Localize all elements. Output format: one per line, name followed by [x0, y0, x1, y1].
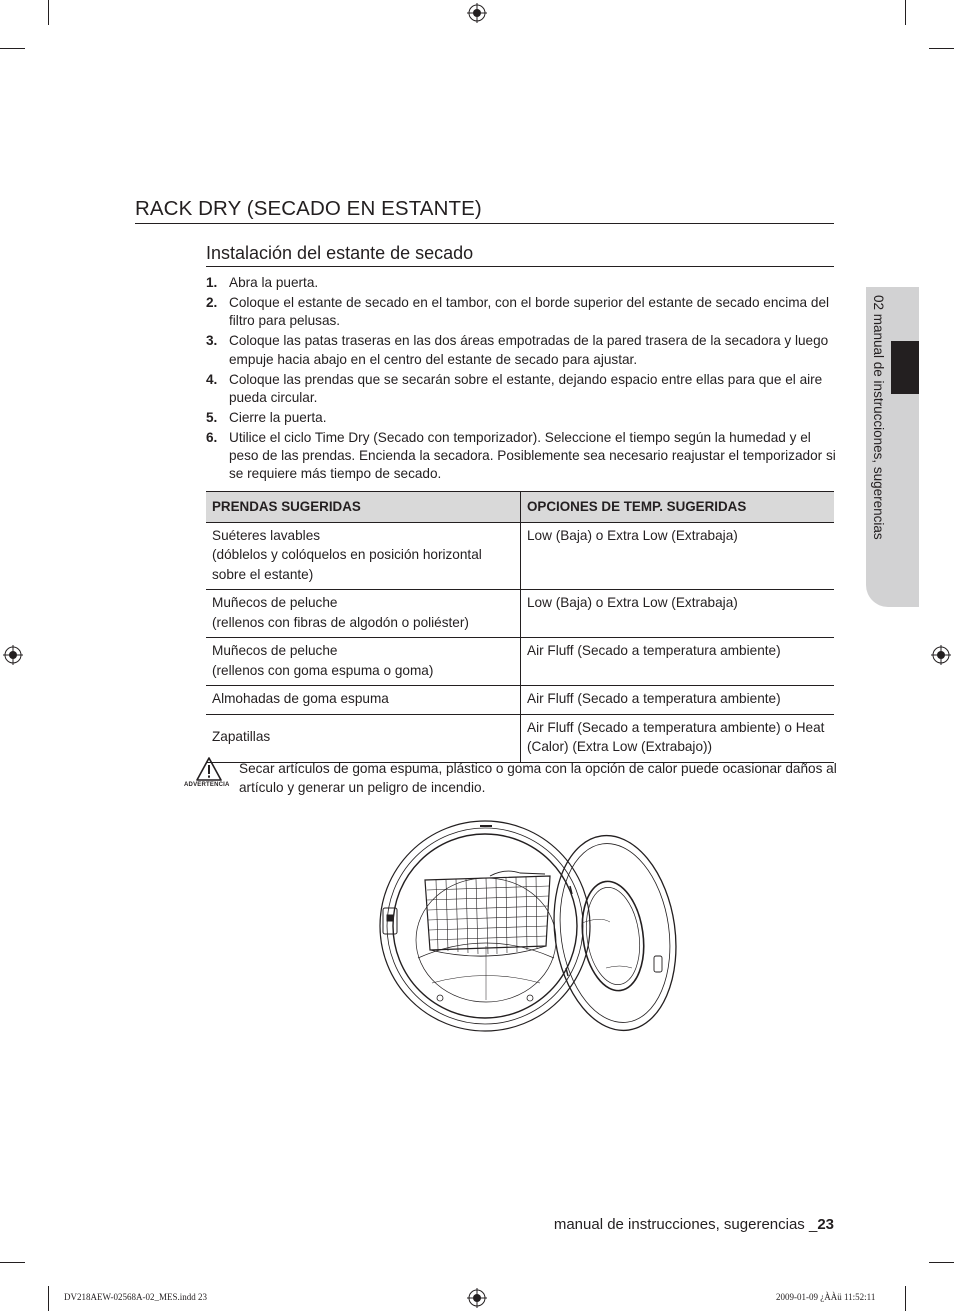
step-item	[206, 294, 836, 331]
crop-mark	[48, 0, 49, 25]
option-cell: Air Fluff (Secado a temperatura ambiente) o Heat (Calor) (Extra Low (Extrabajo))	[521, 714, 835, 762]
page-footer	[470, 1216, 834, 1233]
item-name: Zapatillas	[212, 729, 271, 745]
item-cell	[206, 590, 521, 638]
registration-mark-icon	[3, 645, 23, 665]
option-cell: Air Fluff (Secado a temperatura ambiente)	[521, 638, 835, 686]
item-cell	[206, 714, 521, 762]
registration-mark-icon	[467, 1288, 487, 1308]
step-number: 1.	[206, 275, 218, 290]
item-name: Muñecos de peluche	[212, 643, 338, 658]
subsection-title: Instalación del estante de secado	[206, 242, 834, 267]
step-number: 2.	[206, 294, 218, 310]
step-text: Cierre la puerta.	[229, 409, 327, 425]
step-number: 6.	[206, 429, 218, 445]
option-cell: Air Fluff (Secado a temperatura ambiente)	[521, 686, 835, 715]
step-number: 4.	[206, 371, 218, 387]
item-name: Almohadas de goma espuma	[212, 691, 389, 706]
crop-mark	[929, 48, 954, 49]
print-slug-file: DV218AEW-02568A-02_MES.indd 23	[64, 1292, 207, 1302]
step-item	[206, 332, 836, 369]
step-item	[206, 274, 836, 292]
item-note: (rellenos con fibras de algodón o poliéster)	[212, 614, 469, 630]
chapter-side-label: 02 manual de instrucciones, sugerencias	[871, 295, 886, 540]
crop-mark	[929, 1262, 954, 1263]
dryer-drum-rack-illustration	[370, 818, 680, 1053]
section-title: RACK DRY (SECADO EN ESTANTE)	[135, 196, 834, 224]
option-cell: Low (Baja) o Extra Low (Extrabaja)	[521, 590, 835, 638]
table-header-row	[206, 492, 834, 523]
step-text: Coloque las patas traseras en las dos áreas empotradas de la pared trasera de la secadora y luego empuje hacia abajo en el centro del estante de secado para ajustar.	[229, 333, 829, 367]
table-row	[206, 638, 834, 686]
step-item	[206, 429, 836, 484]
page-number: 23	[817, 1216, 834, 1233]
table-row	[206, 522, 834, 590]
step-text: Coloque el estante de secado en el tambor, con el borde superior del estante de secado encima del filtro para pelusas.	[229, 294, 830, 329]
chapter-tab-marker	[891, 341, 919, 394]
table-row	[206, 686, 834, 715]
crop-mark	[0, 1262, 25, 1263]
print-slug-date: 2009-01-09 ¿ÀÀü 11:52:11	[776, 1292, 876, 1302]
step-text: Coloque las prendas que se secarán sobre el estante, dejando espacio entre ellas para que el aire pueda circular.	[229, 371, 823, 405]
item-note: (rellenos con goma espuma o goma)	[212, 662, 434, 678]
option-cell: Low (Baja) o Extra Low (Extrabaja)	[521, 522, 835, 590]
step-item	[206, 409, 836, 427]
warning-label: ADVERTENCIA	[184, 782, 230, 788]
item-cell	[206, 522, 521, 590]
footer-text: manual de instrucciones, sugerencias _	[553, 1216, 818, 1233]
item-cell	[206, 686, 521, 715]
item-name: Muñecos de peluche	[212, 595, 338, 610]
crop-mark	[905, 0, 906, 25]
step-text: Abra la puerta.	[229, 275, 319, 290]
step-item	[206, 371, 836, 408]
installation-steps	[206, 274, 836, 485]
crop-mark	[0, 48, 25, 49]
crop-mark	[905, 1286, 906, 1311]
warning-text: Secar artículos de goma espuma, plástico o goma con la opción de calor puede ocasionar daños al artículo y generar un peligro de incendio.	[239, 761, 837, 795]
crop-mark	[48, 1286, 49, 1311]
table-row	[206, 590, 834, 638]
suggested-items-table	[206, 491, 834, 763]
item-cell	[206, 638, 521, 686]
column-header: PRENDAS SUGERIDAS	[206, 492, 521, 523]
step-number: 3.	[206, 333, 218, 349]
registration-mark-icon	[467, 3, 487, 23]
item-name: Suéteres lavables	[212, 527, 321, 543]
table-row	[206, 714, 834, 762]
registration-mark-icon	[931, 645, 951, 665]
step-text: Utilice el ciclo Time Dry (Secado con temporizador). Seleccione el tiempo según la humedad y el peso de las prendas. Encienda la secadora. Posiblemente sea necesario reajustar el temporizador si se requiere más tiempo de secado.	[229, 429, 836, 482]
column-header: OPCIONES DE TEMP. SUGERIDAS	[521, 492, 835, 523]
item-note: (dóblelos y colóquelos en posición horizontal sobre el estante)	[212, 547, 482, 582]
warning-triangle-icon	[196, 757, 222, 781]
step-number: 5.	[206, 409, 218, 425]
